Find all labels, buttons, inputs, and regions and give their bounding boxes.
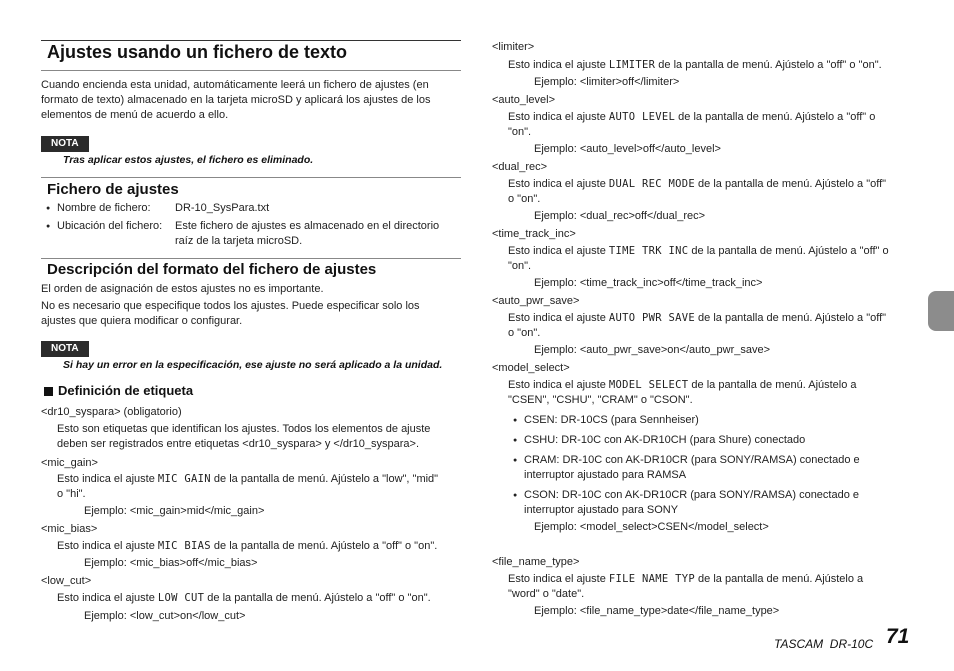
desc-text: de la pantalla de menú. Ajústelo a "off" bbox=[694, 178, 887, 190]
example-low-cut: Ejemplo: <low_cut>on</low_cut> bbox=[84, 610, 246, 622]
desc-text: de la pantalla de menú. Ajústelo a bbox=[694, 573, 864, 585]
subheading-text: Definición de etiqueta bbox=[58, 383, 194, 398]
model-option bbox=[524, 413, 699, 428]
desc-text: Esto indica el ajuste bbox=[508, 312, 609, 324]
model-option-line: ● CSEN: DR-10CS (para Sennheiser) bbox=[524, 414, 699, 426]
nota-badge: NOTA bbox=[41, 136, 89, 152]
desc-line: "word" o "date". bbox=[508, 588, 585, 600]
nota-badge: NOTA bbox=[41, 341, 89, 357]
desc-text: de la pantalla de menú. Ajústelo a "off" bbox=[694, 312, 887, 324]
file-item bbox=[57, 201, 151, 216]
menu-item-name: FILE NAME TYP bbox=[608, 573, 695, 585]
desc-line: o "on". bbox=[508, 193, 541, 205]
desc-line: deben ser registrados entre etiquetas <dr10_syspara> y </dr10_syspara>. bbox=[57, 438, 420, 450]
desc-text: Esto indica el ajuste bbox=[508, 59, 609, 71]
model-option bbox=[524, 488, 859, 518]
tag-mic-bias: <mic_bias> bbox=[41, 523, 98, 535]
tag-file-name-type: <file_name_type> bbox=[492, 556, 580, 568]
file-item-value-line: raíz de la tarjeta microSD. bbox=[175, 235, 303, 247]
file-item-value-line: Este fichero de ajustes es almacenado en el directorio bbox=[175, 220, 440, 232]
example-auto-level: Ejemplo: <auto_level>off</auto_level> bbox=[534, 143, 721, 155]
menu-item-name: MIC GAIN bbox=[157, 473, 211, 485]
tag-low-cut: <low_cut> bbox=[41, 575, 92, 587]
tag-syspara-desc bbox=[57, 422, 430, 452]
file-item-value bbox=[175, 219, 439, 249]
intro-paragraph bbox=[41, 78, 430, 123]
desc-text: Esto indica el ajuste bbox=[508, 178, 609, 190]
example-limiter: Ejemplo: <limiter>off</limiter> bbox=[534, 76, 680, 88]
page-number: 71 bbox=[886, 625, 910, 648]
desc-text: Esto indica el ajuste bbox=[508, 245, 609, 257]
desc-text: Esto indica el ajuste bbox=[57, 473, 158, 485]
nota-text: Si hay un error en la especificación, ese ajuste no será aplicado a la unidad. bbox=[63, 359, 443, 371]
desc-text: de la pantalla de menú. Ajústelo a "low", "mid" bbox=[210, 473, 439, 485]
tag-time-track-inc-desc bbox=[508, 244, 889, 259]
title-rule-bottom bbox=[41, 70, 461, 71]
intro-line: Cuando encienda esta unidad, automáticamente leerá un fichero de ajustes (en bbox=[41, 79, 429, 91]
tag-model-select-desc bbox=[508, 378, 857, 393]
example-file-name-type: Ejemplo: <file_name_type>date</file_name_type> bbox=[534, 605, 780, 617]
desc-text: de la pantalla de menú. Ajústelo a "off" o "on". bbox=[204, 592, 431, 604]
example-time-track-inc: Ejemplo: <time_track_inc>off</time_track_inc> bbox=[534, 277, 763, 289]
title-rule-top bbox=[41, 40, 461, 41]
tag-auto-pwr-save-desc bbox=[508, 311, 886, 326]
example-dual-rec: Ejemplo: <dual_rec>off</dual_rec> bbox=[534, 210, 706, 222]
tag-mic-gain-desc bbox=[57, 472, 438, 487]
model-option-line: ● CSON: DR-10C con AK-DR10CR (para SONY/RAMSA) conectado e bbox=[524, 489, 860, 501]
chapter-tab bbox=[928, 291, 954, 331]
desc-line: o "on". bbox=[508, 327, 541, 339]
desc-line: El orden de asignación de estos ajustes no es importante. bbox=[41, 283, 324, 295]
desc-line: "on". bbox=[508, 126, 532, 138]
page-title: Ajustes usando un fichero de texto bbox=[47, 42, 348, 62]
desc-text: Esto indica el ajuste bbox=[57, 540, 158, 552]
example-mic-gain: Ejemplo: <mic_gain>mid</mic_gain> bbox=[84, 505, 265, 517]
tag-syspara: <dr10_syspara> (obligatorio) bbox=[41, 406, 182, 418]
tag-file-name-type-desc bbox=[508, 572, 863, 587]
section-heading-descripcion: Descripción del formato del fichero de ajustes bbox=[47, 261, 377, 278]
file-item-value: DR-10_SysPara.txt bbox=[175, 202, 270, 214]
section-heading-fichero: Fichero de ajustes bbox=[47, 181, 179, 198]
tag-mic-gain: <mic_gain> bbox=[41, 457, 98, 469]
tag-model-select: <model_select> bbox=[492, 362, 570, 374]
menu-item-name: LOW CUT bbox=[157, 592, 205, 604]
square-bullet-icon bbox=[44, 387, 53, 396]
menu-item-name: MIC BIAS bbox=[157, 540, 211, 552]
file-item-label: Ubicación del fichero: bbox=[57, 220, 163, 232]
tag-auto-level: <auto_level> bbox=[492, 94, 555, 106]
desc-text: Esto indica el ajuste bbox=[508, 379, 609, 391]
tag-auto-level-desc bbox=[508, 110, 875, 125]
desc-text: de la pantalla de menú. Ajústelo a "off" o "on". bbox=[210, 540, 438, 552]
tag-low-cut-desc bbox=[57, 591, 431, 606]
model-option-line: interruptor ajustado para SONY bbox=[524, 504, 679, 516]
subheading-definicion bbox=[44, 383, 193, 398]
desc-text: Esto indica el ajuste bbox=[508, 111, 609, 123]
section-rule bbox=[41, 258, 461, 259]
desc-line: "CSEN", "CSHU", "CRAM" o "CSON". bbox=[508, 394, 693, 406]
desc-line: o "hi". bbox=[57, 488, 86, 500]
menu-item-name: DUAL REC MODE bbox=[608, 178, 695, 190]
tag-limiter-desc bbox=[508, 58, 882, 73]
example-model-select: Ejemplo: <model_select>CSEN</model_select> bbox=[534, 521, 769, 533]
tag-dual-rec-desc bbox=[508, 177, 886, 192]
model-option bbox=[524, 453, 860, 483]
desc-text: de la pantalla de menú. Ajústelo a "off" o bbox=[688, 245, 889, 257]
desc-line: "on". bbox=[508, 260, 532, 272]
menu-item-name: LIMITER bbox=[608, 59, 656, 71]
tag-time-track-inc: <time_track_inc> bbox=[492, 228, 576, 240]
intro-line: elementos de menú de acuerdo a ello. bbox=[41, 109, 229, 121]
tag-dual-rec: <dual_rec> bbox=[492, 161, 548, 173]
file-item-label: Nombre de fichero: bbox=[57, 202, 151, 214]
file-item bbox=[57, 219, 162, 234]
menu-item-name: MODEL SELECT bbox=[608, 379, 689, 391]
intro-line: formato de texto) almacenado en la tarjeta microSD y aplicará los ajustes de los bbox=[41, 94, 431, 106]
tag-limiter: <limiter> bbox=[492, 41, 535, 53]
desc-paragraph bbox=[41, 282, 420, 329]
model-option-line: ● CRAM: DR-10C con AK-DR10CR (para SONY/RAMSA) conectado e bbox=[524, 454, 860, 466]
model-option-line: interruptor ajustado para RAMSA bbox=[524, 469, 687, 481]
desc-line: No es necesario que especifique todos los ajustes. Puede especificar solo los bbox=[41, 300, 420, 312]
desc-line: Esto son etiquetas que identifican los ajustes. Todos los elementos de ajuste bbox=[57, 423, 431, 435]
desc-text: de la pantalla de menú. Ajústelo a "off" o "on". bbox=[655, 59, 882, 71]
tag-mic-bias-desc bbox=[57, 539, 437, 554]
desc-text: de la pantalla de menú. Ajústelo a "off" o bbox=[675, 111, 876, 123]
nota-text: Tras aplicar estos ajustes, el fichero es eliminado. bbox=[63, 154, 314, 166]
menu-item-name: AUTO PWR SAVE bbox=[608, 312, 695, 324]
menu-item-name: TIME TRK INC bbox=[608, 245, 689, 257]
footer-brand: TASCAM DR-10C bbox=[774, 637, 874, 651]
desc-text: Esto indica el ajuste bbox=[57, 592, 158, 604]
example-auto-pwr-save: Ejemplo: <auto_pwr_save>on</auto_pwr_save> bbox=[534, 344, 771, 356]
example-mic-bias: Ejemplo: <mic_bias>off</mic_bias> bbox=[84, 557, 258, 569]
model-option-line: ● CSHU: DR-10C con AK-DR10CH (para Shure) conectado bbox=[524, 434, 806, 446]
tag-auto-pwr-save: <auto_pwr_save> bbox=[492, 295, 580, 307]
menu-item-name: AUTO LEVEL bbox=[608, 111, 676, 123]
section-rule bbox=[41, 177, 461, 178]
desc-line: ajustes que quiera modificar o configurar. bbox=[41, 315, 243, 327]
desc-text: Esto indica el ajuste bbox=[508, 573, 609, 585]
model-option bbox=[524, 433, 805, 448]
desc-text: de la pantalla de menú. Ajústelo a bbox=[688, 379, 857, 391]
